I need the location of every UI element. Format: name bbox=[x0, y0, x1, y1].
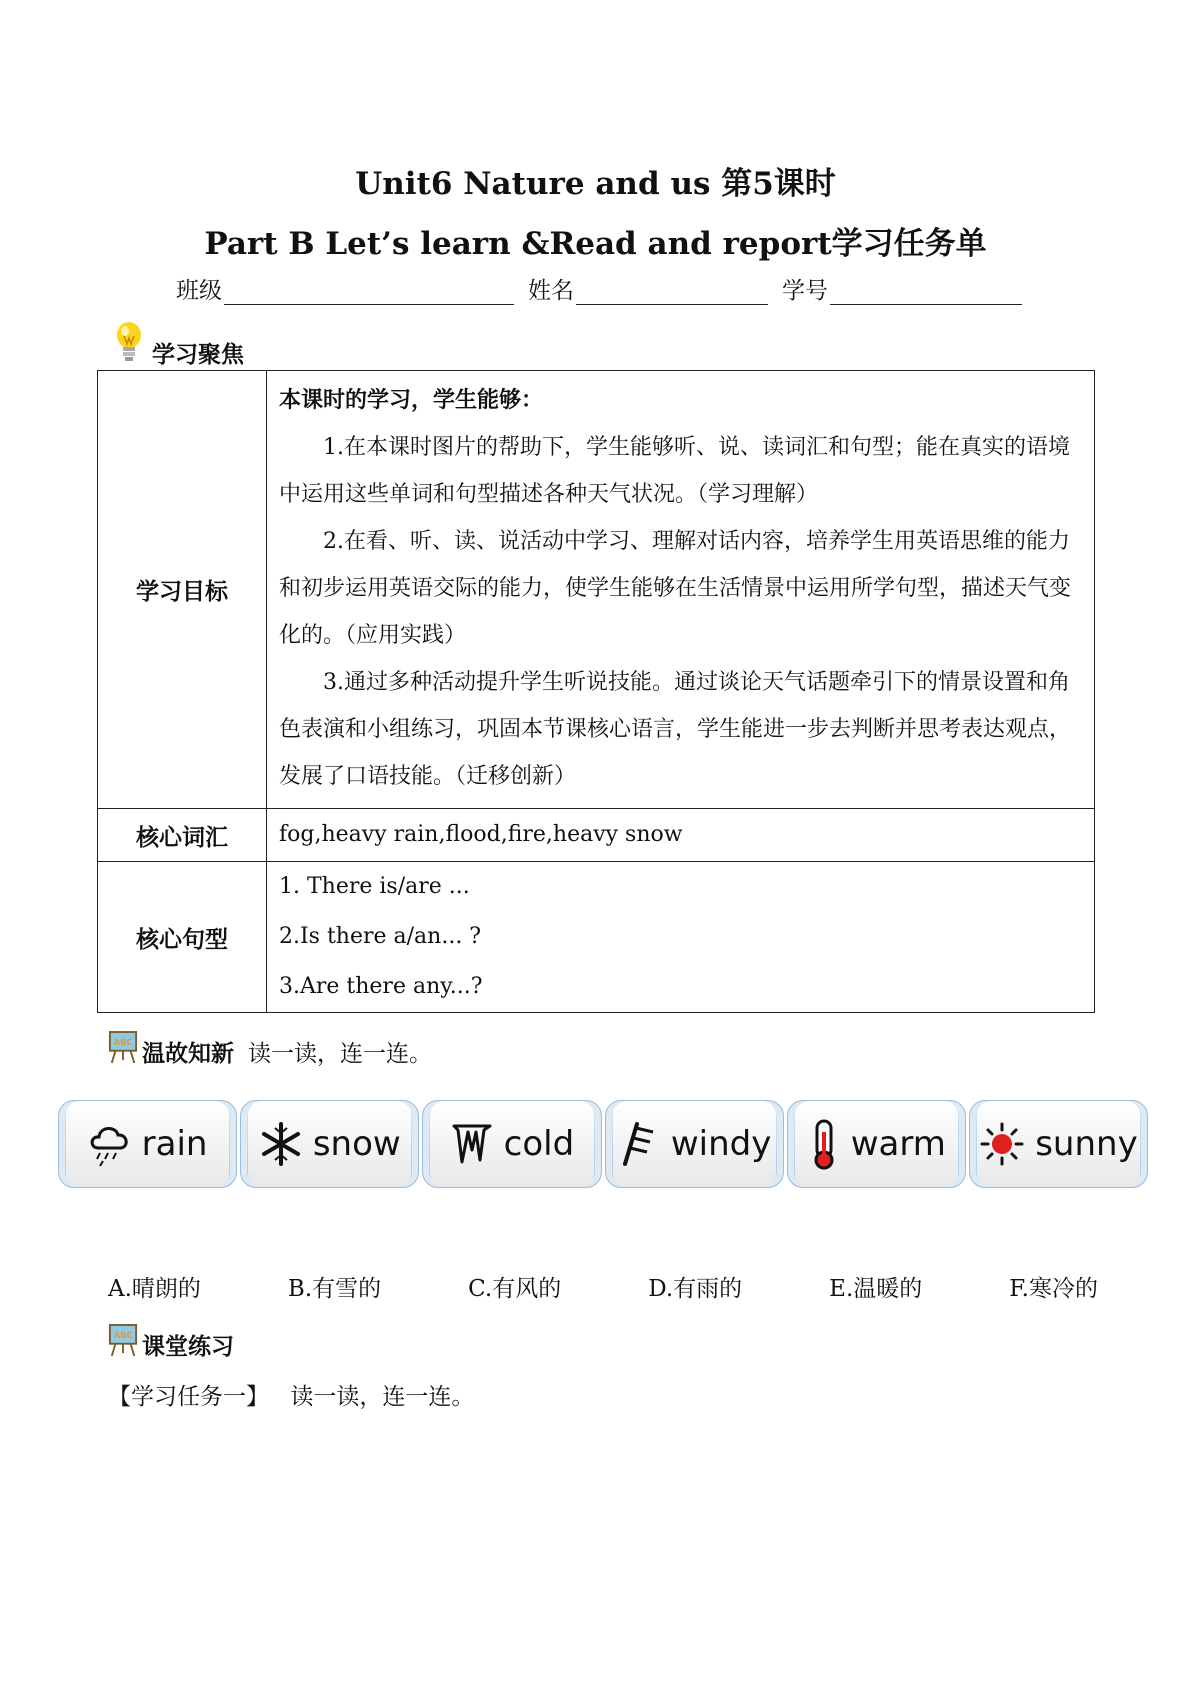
practice-section-title: 课堂练习 bbox=[142, 1334, 234, 1360]
class-blank[interactable] bbox=[224, 280, 514, 305]
number-label: 学号 bbox=[782, 278, 828, 304]
learning-goals-table bbox=[97, 370, 1095, 1013]
goals-row bbox=[98, 371, 1095, 809]
wind-flag-icon bbox=[617, 1120, 661, 1168]
number-field[interactable] bbox=[782, 272, 1022, 305]
name-field[interactable] bbox=[528, 272, 768, 305]
lightbulb-icon bbox=[112, 320, 146, 366]
choice-b[interactable]: B.有雪的 bbox=[287, 1276, 382, 1302]
weather-button-warm[interactable] bbox=[787, 1100, 966, 1188]
weather-button-sunny[interactable] bbox=[969, 1100, 1148, 1188]
meaning-choices bbox=[108, 1270, 1098, 1303]
goal-1: 1.在本课时图片的帮助下，学生能够听、说、读词汇和句型；能在真实的语境中运用这些单词和句型描述各种天气状况。（学习理解） bbox=[279, 435, 1070, 507]
class-label: 班级 bbox=[176, 278, 222, 304]
review-section-heading bbox=[108, 1025, 432, 1068]
task-1-instruction: 读一读，连一连。 bbox=[290, 1384, 475, 1410]
weather-button-snow[interactable] bbox=[240, 1100, 419, 1188]
task-1-line bbox=[108, 1378, 474, 1411]
number-blank[interactable] bbox=[830, 280, 1022, 305]
weather-button-cold[interactable] bbox=[422, 1100, 601, 1188]
sun-icon bbox=[979, 1121, 1025, 1167]
easel-icon bbox=[108, 1323, 138, 1357]
choice-d[interactable]: D.有雨的 bbox=[648, 1276, 743, 1302]
sentence-2: 2.Is there a/an... ? bbox=[279, 924, 482, 949]
goals-content bbox=[267, 371, 1095, 809]
choice-f[interactable]: F.寒冷的 bbox=[1009, 1276, 1098, 1302]
sentence-3: 3.Are there any...? bbox=[279, 974, 483, 999]
weather-label-cold: cold bbox=[503, 1124, 575, 1164]
class-field[interactable] bbox=[176, 272, 514, 305]
choice-e[interactable]: E.温暖的 bbox=[829, 1276, 923, 1302]
rain-cloud-icon bbox=[88, 1120, 132, 1168]
focus-section-title: 学习聚焦 bbox=[152, 342, 244, 368]
vocab-label: 核心词汇 bbox=[98, 809, 267, 862]
goals-label: 学习目标 bbox=[98, 371, 267, 809]
weather-label-windy: windy bbox=[670, 1124, 772, 1164]
title-line-2: Part B Let’s learn &Read and report学习任务单 bbox=[204, 226, 987, 262]
vocab-row bbox=[98, 809, 1095, 862]
weather-word-buttons bbox=[58, 1100, 1148, 1192]
weather-label-rain: rain bbox=[141, 1124, 208, 1164]
task-1-title: 【学习任务一】 bbox=[108, 1384, 269, 1410]
goal-3: 3.通过多种活动提升学生听说技能。通过谈论天气话题牵引下的情景设置和角色表演和小组练习，巩固本节课核心语言，学生能进一步去判断并思考表达观点，发展了口语技能。（迁移创新） bbox=[279, 670, 1072, 789]
review-instruction: 读一读，连一连。 bbox=[248, 1041, 432, 1067]
sentences-content bbox=[267, 862, 1095, 1013]
student-info-fields bbox=[176, 272, 1036, 305]
weather-button-rain[interactable] bbox=[58, 1100, 237, 1188]
easel-icon bbox=[108, 1030, 138, 1064]
sentences-row bbox=[98, 862, 1095, 1013]
choice-a[interactable]: A.晴朗的 bbox=[108, 1276, 201, 1302]
sentence-1: 1. There is/are ... bbox=[279, 874, 470, 899]
weather-button-windy[interactable] bbox=[605, 1100, 784, 1188]
svg-text:ABC: ABC bbox=[113, 1329, 133, 1340]
vocab-content: fog,heavy rain,flood,fire,heavy snow bbox=[267, 809, 1095, 862]
icicle-icon bbox=[450, 1120, 494, 1168]
sentences-label: 核心句型 bbox=[98, 862, 267, 1013]
choice-c[interactable]: C.有风的 bbox=[468, 1276, 562, 1302]
practice-section-heading bbox=[108, 1318, 234, 1361]
focus-section-heading bbox=[112, 316, 244, 369]
goals-intro: 本课时的学习，学生能够： bbox=[279, 388, 544, 413]
goal-2: 2.在看、听、读、说活动中学习、理解对话内容，培养学生用英语思维的能力和初步运用英语交际的能力，使学生能够在生活情景中运用所学句型，描述天气变化的。（应用实践） bbox=[279, 529, 1072, 648]
snowflake-icon bbox=[259, 1120, 303, 1168]
weather-label-warm: warm bbox=[850, 1124, 946, 1164]
title-line-1: Unit6 Nature and us 第5课时 bbox=[355, 166, 836, 202]
svg-text:ABC: ABC bbox=[113, 1036, 133, 1047]
thermometer-icon bbox=[807, 1118, 841, 1170]
weather-label-snow: snow bbox=[312, 1124, 401, 1164]
name-label: 姓名 bbox=[528, 278, 574, 304]
name-blank[interactable] bbox=[576, 280, 768, 305]
review-section-title: 温故知新 bbox=[142, 1041, 234, 1067]
weather-label-sunny: sunny bbox=[1035, 1124, 1138, 1164]
